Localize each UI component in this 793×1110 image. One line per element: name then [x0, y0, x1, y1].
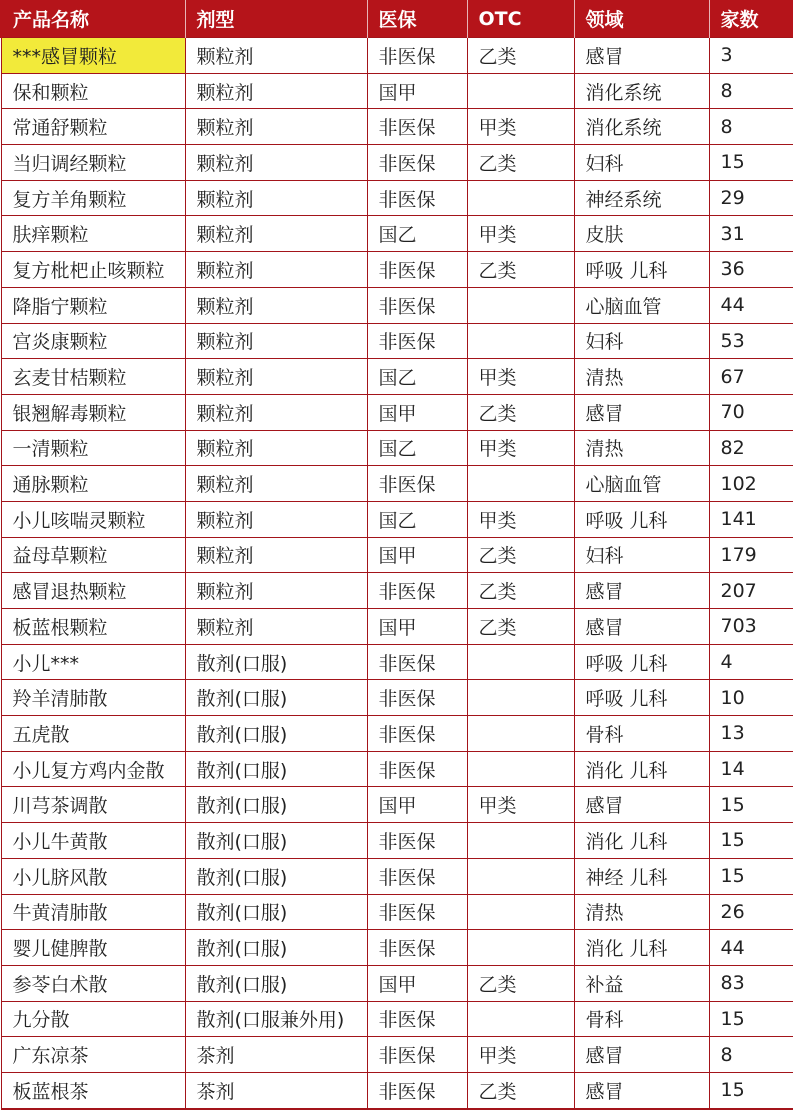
product-name-cell: 益母草颗粒 [1, 537, 185, 573]
product-name-cell: 宫炎康颗粒 [1, 323, 185, 359]
therapeutic-area-cell: 清热 [574, 894, 709, 930]
dosage-form-cell: 茶剂 [185, 1037, 367, 1073]
insurance-cell: 非医保 [367, 680, 467, 716]
table-row [1, 466, 793, 502]
therapeutic-area-cell: 呼吸 儿科 [574, 644, 709, 680]
therapeutic-area-cell: 感冒 [574, 1072, 709, 1108]
company-count-cell: 15 [709, 823, 793, 859]
product-name-cell: 常通舒颗粒 [1, 109, 185, 145]
company-count-cell: 70 [709, 394, 793, 430]
header-product-name: 产品名称 [1, 0, 185, 38]
table-row [1, 1072, 793, 1108]
product-name-cell: 小儿脐风散 [1, 858, 185, 894]
table-row [1, 501, 793, 537]
table-row [1, 609, 793, 645]
dosage-form-cell: 颗粒剂 [185, 573, 367, 609]
table-row [1, 359, 793, 395]
otc-cell [467, 323, 574, 359]
product-name-cell: 广东凉茶 [1, 1037, 185, 1073]
therapeutic-area-cell: 骨科 [574, 1001, 709, 1037]
insurance-cell: 非医保 [367, 751, 467, 787]
dosage-form-cell: 茶剂 [185, 1072, 367, 1108]
insurance-cell: 非医保 [367, 644, 467, 680]
product-name-cell: 板蓝根颗粒 [1, 609, 185, 645]
therapeutic-area-cell: 心脑血管 [574, 466, 709, 502]
dosage-form-cell: 颗粒剂 [185, 216, 367, 252]
company-count-cell: 3 [709, 38, 793, 74]
therapeutic-area-cell: 神经系统 [574, 180, 709, 216]
company-count-cell: 53 [709, 323, 793, 359]
therapeutic-area-cell: 呼吸 儿科 [574, 680, 709, 716]
insurance-cell: 国甲 [367, 609, 467, 645]
company-count-cell: 26 [709, 894, 793, 930]
otc-cell [467, 644, 574, 680]
highlighted-product-name-cell: ***感冒颗粒 [1, 38, 185, 74]
company-count-cell: 15 [709, 1001, 793, 1037]
therapeutic-area-cell: 骨科 [574, 716, 709, 752]
dosage-form-cell: 颗粒剂 [185, 38, 367, 74]
otc-cell [467, 180, 574, 216]
table-row [1, 216, 793, 252]
insurance-cell: 国乙 [367, 216, 467, 252]
insurance-cell: 非医保 [367, 1072, 467, 1108]
product-name-cell: 肤痒颗粒 [1, 216, 185, 252]
insurance-cell: 非医保 [367, 287, 467, 323]
otc-cell [467, 716, 574, 752]
therapeutic-area-cell: 感冒 [574, 1037, 709, 1073]
dosage-form-cell: 散剂(口服) [185, 823, 367, 859]
dosage-form-cell: 颗粒剂 [185, 180, 367, 216]
table-row [1, 180, 793, 216]
dosage-form-cell: 散剂(口服) [185, 787, 367, 823]
company-count-cell: 10 [709, 680, 793, 716]
table-row [1, 858, 793, 894]
therapeutic-area-cell: 消化 儿科 [574, 751, 709, 787]
therapeutic-area-cell: 消化系统 [574, 73, 709, 109]
table-body [1, 38, 793, 1109]
table-row [1, 145, 793, 181]
product-name-cell: 小儿牛黄散 [1, 823, 185, 859]
insurance-cell: 非医保 [367, 323, 467, 359]
insurance-cell: 非医保 [367, 180, 467, 216]
dosage-form-cell: 颗粒剂 [185, 430, 367, 466]
therapeutic-area-cell: 感冒 [574, 38, 709, 74]
therapeutic-area-cell: 感冒 [574, 609, 709, 645]
product-name-cell: 通脉颗粒 [1, 466, 185, 502]
company-count-cell: 15 [709, 858, 793, 894]
table-row [1, 537, 793, 573]
insurance-cell: 国乙 [367, 430, 467, 466]
otc-cell: 甲类 [467, 216, 574, 252]
table-row [1, 823, 793, 859]
table-row [1, 73, 793, 109]
therapeutic-area-cell: 补益 [574, 965, 709, 1001]
therapeutic-area-cell: 清热 [574, 359, 709, 395]
otc-cell [467, 858, 574, 894]
dosage-form-cell: 颗粒剂 [185, 323, 367, 359]
otc-cell [467, 930, 574, 966]
otc-cell: 乙类 [467, 38, 574, 74]
therapeutic-area-cell: 感冒 [574, 573, 709, 609]
insurance-cell: 国乙 [367, 501, 467, 537]
table-row [1, 394, 793, 430]
dosage-form-cell: 散剂(口服兼外用) [185, 1001, 367, 1037]
table-row [1, 930, 793, 966]
table-row [1, 323, 793, 359]
dosage-form-cell: 散剂(口服) [185, 894, 367, 930]
product-name-cell: 小儿复方鸡内金散 [1, 751, 185, 787]
therapeutic-area-cell: 感冒 [574, 394, 709, 430]
otc-cell: 甲类 [467, 787, 574, 823]
otc-cell: 乙类 [467, 1072, 574, 1108]
otc-cell: 乙类 [467, 252, 574, 288]
insurance-cell: 国乙 [367, 359, 467, 395]
dosage-form-cell: 散剂(口服) [185, 716, 367, 752]
dosage-form-cell: 散剂(口服) [185, 858, 367, 894]
company-count-cell: 29 [709, 180, 793, 216]
table-row [1, 751, 793, 787]
product-name-cell: 小儿*** [1, 644, 185, 680]
therapeutic-area-cell: 消化 儿科 [574, 823, 709, 859]
insurance-cell: 非医保 [367, 823, 467, 859]
header-insurance: 医保 [367, 0, 467, 38]
dosage-form-cell: 颗粒剂 [185, 394, 367, 430]
company-count-cell: 31 [709, 216, 793, 252]
otc-cell [467, 73, 574, 109]
therapeutic-area-cell: 消化系统 [574, 109, 709, 145]
product-name-cell: 感冒退热颗粒 [1, 573, 185, 609]
product-name-cell: 复方羊角颗粒 [1, 180, 185, 216]
company-count-cell: 15 [709, 787, 793, 823]
insurance-cell: 非医保 [367, 930, 467, 966]
otc-cell [467, 751, 574, 787]
therapeutic-area-cell: 妇科 [574, 145, 709, 181]
table-row [1, 894, 793, 930]
company-count-cell: 36 [709, 252, 793, 288]
insurance-cell: 非医保 [367, 573, 467, 609]
dosage-form-cell: 颗粒剂 [185, 466, 367, 502]
otc-cell: 乙类 [467, 965, 574, 1001]
insurance-cell: 非医保 [367, 109, 467, 145]
company-count-cell: 703 [709, 609, 793, 645]
table-row [1, 109, 793, 145]
insurance-cell: 国甲 [367, 965, 467, 1001]
dosage-form-cell: 颗粒剂 [185, 501, 367, 537]
dosage-form-cell: 散剂(口服) [185, 644, 367, 680]
insurance-cell: 非医保 [367, 38, 467, 74]
table-row [1, 430, 793, 466]
company-count-cell: 15 [709, 1072, 793, 1108]
table-row [1, 1037, 793, 1073]
dosage-form-cell: 颗粒剂 [185, 145, 367, 181]
dosage-form-cell: 散剂(口服) [185, 965, 367, 1001]
table-row [1, 1001, 793, 1037]
company-count-cell: 8 [709, 109, 793, 145]
product-name-cell: 川芎茶调散 [1, 787, 185, 823]
header-otc: OTC [467, 0, 574, 38]
otc-cell [467, 823, 574, 859]
insurance-cell: 非医保 [367, 145, 467, 181]
header-row [1, 0, 793, 38]
table-row [1, 680, 793, 716]
company-count-cell: 44 [709, 930, 793, 966]
insurance-cell: 非医保 [367, 1037, 467, 1073]
company-count-cell: 44 [709, 287, 793, 323]
insurance-cell: 非医保 [367, 716, 467, 752]
otc-cell: 甲类 [467, 430, 574, 466]
table-header [1, 0, 793, 38]
company-count-cell: 179 [709, 537, 793, 573]
product-name-cell: 五虎散 [1, 716, 185, 752]
otc-cell: 乙类 [467, 394, 574, 430]
header-dosage-form: 剂型 [185, 0, 367, 38]
product-name-cell: 银翘解毒颗粒 [1, 394, 185, 430]
therapeutic-area-cell: 清热 [574, 430, 709, 466]
table-row [1, 716, 793, 752]
product-name-cell: 婴儿健脾散 [1, 930, 185, 966]
header-company-count: 家数 [709, 0, 793, 38]
therapeutic-area-cell: 神经 儿科 [574, 858, 709, 894]
dosage-form-cell: 散剂(口服) [185, 751, 367, 787]
dosage-form-cell: 散剂(口服) [185, 930, 367, 966]
insurance-cell: 非医保 [367, 858, 467, 894]
header-therapeutic-area: 领域 [574, 0, 709, 38]
product-name-cell: 牛黄清肺散 [1, 894, 185, 930]
company-count-cell: 102 [709, 466, 793, 502]
company-count-cell: 82 [709, 430, 793, 466]
dosage-form-cell: 颗粒剂 [185, 359, 367, 395]
therapeutic-area-cell: 妇科 [574, 323, 709, 359]
product-name-cell: 降脂宁颗粒 [1, 287, 185, 323]
dosage-form-cell: 颗粒剂 [185, 252, 367, 288]
dosage-form-cell: 颗粒剂 [185, 73, 367, 109]
product-name-cell: 一清颗粒 [1, 430, 185, 466]
insurance-cell: 国甲 [367, 537, 467, 573]
insurance-cell: 国甲 [367, 787, 467, 823]
otc-cell [467, 287, 574, 323]
otc-cell: 乙类 [467, 573, 574, 609]
product-name-cell: 参苓白术散 [1, 965, 185, 1001]
product-name-cell: 保和颗粒 [1, 73, 185, 109]
company-count-cell: 83 [709, 965, 793, 1001]
company-count-cell: 207 [709, 573, 793, 609]
dosage-form-cell: 颗粒剂 [185, 609, 367, 645]
product-name-cell: 九分散 [1, 1001, 185, 1037]
otc-cell [467, 680, 574, 716]
product-name-cell: 羚羊清肺散 [1, 680, 185, 716]
company-count-cell: 8 [709, 1037, 793, 1073]
otc-cell: 乙类 [467, 537, 574, 573]
dosage-form-cell: 颗粒剂 [185, 287, 367, 323]
insurance-cell: 国甲 [367, 73, 467, 109]
product-name-cell: 板蓝根茶 [1, 1072, 185, 1108]
table-row [1, 38, 793, 74]
otc-cell: 甲类 [467, 501, 574, 537]
insurance-cell: 国甲 [367, 394, 467, 430]
company-count-cell: 8 [709, 73, 793, 109]
insurance-cell: 非医保 [367, 466, 467, 502]
dosage-form-cell: 颗粒剂 [185, 537, 367, 573]
company-count-cell: 13 [709, 716, 793, 752]
company-count-cell: 67 [709, 359, 793, 395]
insurance-cell: 非医保 [367, 894, 467, 930]
company-count-cell: 15 [709, 145, 793, 181]
company-count-cell: 141 [709, 501, 793, 537]
otc-cell [467, 466, 574, 502]
insurance-cell: 非医保 [367, 252, 467, 288]
product-name-cell: 玄麦甘桔颗粒 [1, 359, 185, 395]
otc-cell: 甲类 [467, 359, 574, 395]
otc-cell: 甲类 [467, 109, 574, 145]
therapeutic-area-cell: 皮肤 [574, 216, 709, 252]
product-name-cell: 小儿咳喘灵颗粒 [1, 501, 185, 537]
otc-cell [467, 894, 574, 930]
table-row [1, 573, 793, 609]
company-count-cell: 14 [709, 751, 793, 787]
therapeutic-area-cell: 呼吸 儿科 [574, 252, 709, 288]
product-name-cell: 当归调经颗粒 [1, 145, 185, 181]
otc-cell: 乙类 [467, 145, 574, 181]
product-name-cell: 复方枇杷止咳颗粒 [1, 252, 185, 288]
table-row [1, 965, 793, 1001]
company-count-cell: 4 [709, 644, 793, 680]
table-row [1, 787, 793, 823]
table-row [1, 644, 793, 680]
otc-cell [467, 1001, 574, 1037]
therapeutic-area-cell: 消化 儿科 [574, 930, 709, 966]
dosage-form-cell: 散剂(口服) [185, 680, 367, 716]
therapeutic-area-cell: 呼吸 儿科 [574, 501, 709, 537]
therapeutic-area-cell: 心脑血管 [574, 287, 709, 323]
otc-cell: 乙类 [467, 609, 574, 645]
otc-cell: 甲类 [467, 1037, 574, 1073]
table-row [1, 287, 793, 323]
therapeutic-area-cell: 妇科 [574, 537, 709, 573]
insurance-cell: 非医保 [367, 1001, 467, 1037]
dosage-form-cell: 颗粒剂 [185, 109, 367, 145]
therapeutic-area-cell: 感冒 [574, 787, 709, 823]
table-row [1, 252, 793, 288]
